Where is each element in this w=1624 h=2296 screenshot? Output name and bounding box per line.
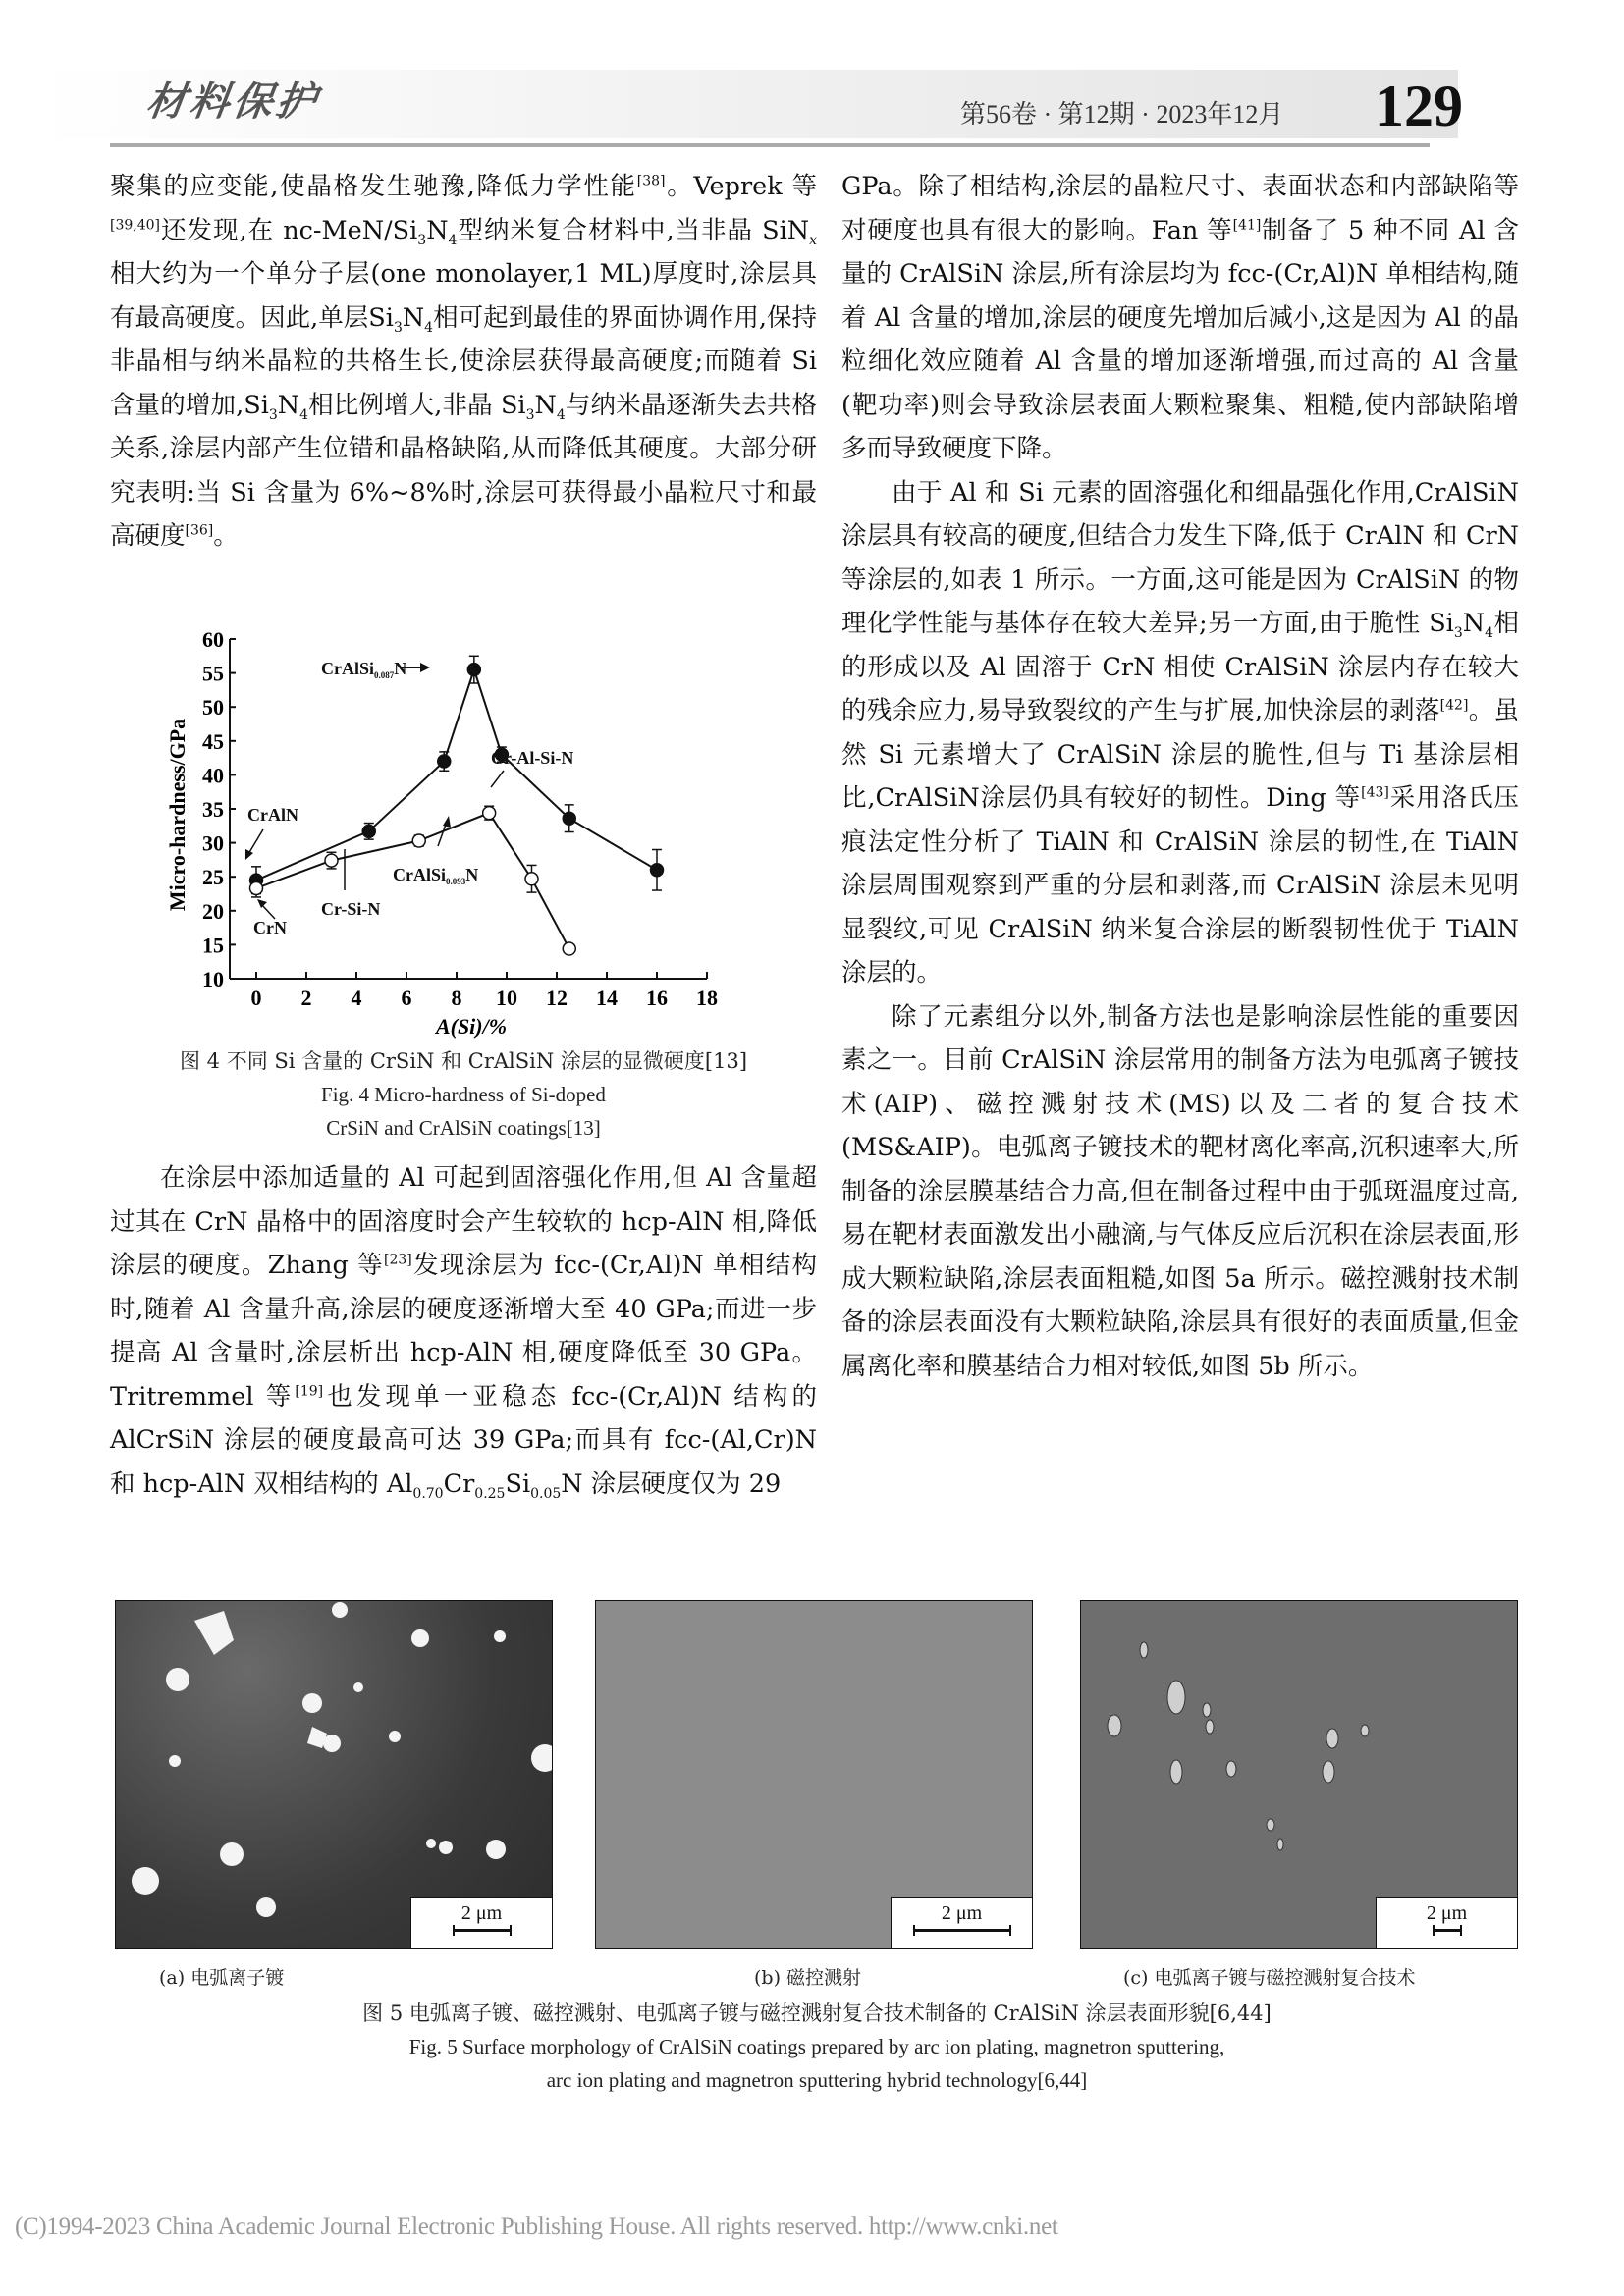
y-tick-label: 20	[202, 898, 224, 924]
data-point	[563, 942, 575, 955]
series-line	[256, 669, 657, 881]
y-tick-label: 60	[202, 628, 224, 652]
right-column	[841, 165, 1519, 1388]
y-tick-label: 10	[202, 967, 224, 991]
figure4-caption-cn: 图 4 不同 Si 含量的 CrSiN 和 CrAlSiN 涂层的显微硬度[13]	[179, 1049, 748, 1073]
x-axis-label: A(Si)/%	[435, 1014, 508, 1039]
x-tick-label: 6	[401, 986, 412, 1010]
data-point	[438, 755, 451, 768]
particles	[116, 1601, 552, 1948]
data-point	[412, 834, 425, 847]
sem-image-a	[115, 1600, 553, 1949]
particles	[1081, 1601, 1517, 1948]
data-point	[362, 825, 375, 837]
data-point	[250, 881, 263, 894]
x-axis-ticks	[251, 972, 719, 1010]
y-tick-label: 30	[202, 830, 224, 856]
data-point	[467, 664, 480, 676]
series-group	[250, 656, 664, 955]
scale-bar-c: 2 μm	[1376, 1897, 1517, 1948]
annotation-crn: CrN	[253, 918, 287, 937]
figure5-caption-en-1: Fig. 5 Surface morphology of CrAlSiN coatings prepared by arc ion plating, magnetron sputtering,	[408, 2035, 1225, 2058]
figure4-caption	[110, 1044, 817, 1145]
left-column-bottom	[110, 1156, 817, 1506]
x-tick-label: 0	[250, 986, 262, 1010]
data-point	[525, 873, 538, 885]
journal-logo: 材料保护	[143, 79, 323, 125]
sem-image-c	[1080, 1600, 1518, 1949]
figure5-panel-c-label: (c) 电弧离子镀与磁控溅射复合技术	[1123, 1967, 1416, 1989]
left-column-top	[110, 165, 817, 559]
paragraph: 在涂层中添加适量的 Al 可起到固溶强化作用,但 Al 含量超过其在 CrN 晶格中的固溶度时会产生较软的 hcp-AlN 相,降低涂层的硬度。Zhang 等[23]发现涂层为 fcc-(Cr,Al)N 单相结构时,随着 Al 含量升高,涂层的硬度逐渐增大至 40 GPa;而进一步提高 Al 含量时,涂层析出 hcp-AlN 相,硬度降低至 30 GPa。Tritremmel 等[19]也发现单一亚稳态 fcc-(Cr,Al)N 结构的 AlCrSiN 涂层的硬度最高可达 39 GPa;而具有 fcc-(Al,Cr)N 和 hcp-AlN 双相结构的 $Al_{0.70}Cr_{0.25}Si_{0.05}N$ 涂层硬度仅为 29	[110, 1163, 817, 1502]
copyright-footer: (C)1994-2023 China Academic Journal Electronic Publishing House. All rights reserved. http://www.cnki.net	[15, 2214, 1058, 2240]
x-tick-label: 16	[646, 986, 668, 1010]
y-tick-label: 45	[202, 728, 224, 754]
data-point	[325, 854, 338, 867]
annotation-cr-al-si-n: Cr-Al-Si-N	[491, 748, 574, 768]
figure5-caption-cn: 图 5 电弧离子镀、磁控溅射、电弧离子镀与磁控溅射复合技术制备的 CrAlSiN 涂层表面形貌[6,44]	[362, 2002, 1272, 2025]
y-axis-label: Micro-hardness/GPa	[165, 718, 189, 912]
annotation-cralsi0087n: CrAlSi$_{0.087}$N	[321, 659, 407, 680]
data-point	[563, 812, 575, 825]
annotation-cralsi0093n: CrAlSi$_{0.093}$N	[393, 865, 479, 886]
figure5-caption	[110, 1997, 1524, 2097]
y-tick-label: 15	[202, 933, 224, 958]
annotations	[245, 659, 573, 937]
paragraph: GPa。除了相结构,涂层的晶粒尺寸、表面状态和内部缺陷等对硬度也具有很大的影响。Fan 等[41]制备了 5 种不同 Al 含量的 CrAlSiN 涂层,所有涂层均为 fcc-(Cr,Al)N 单相结构,随着 Al 含量的增加,涂层的硬度先增加后减小,这是因为 Al 的晶粒细化效应随着 Al 含量的增加逐渐增强,而过高的 Al 含量(靶功率)则会导致涂层表面大颗粒聚集、粗糙,使内部缺陷增多而导致硬度下降。	[841, 172, 1520, 463]
annotation-cr-si-n: Cr-Si-N	[321, 899, 381, 919]
x-tick-label: 18	[696, 986, 718, 1010]
y-tick-label: 25	[202, 865, 224, 890]
issue-info: 第56卷 · 第12期 · 2023年12月	[960, 100, 1284, 129]
scale-bar-a: 2 μm	[410, 1897, 552, 1948]
paragraph: 由于 Al 和 Si 元素的固溶强化和细晶强化作用,CrAlSiN 涂层具有较高的硬度,但结合力发生下降,低于 CrAlN 和 CrN 等涂层的,如表 1 所示。一方面,这可能是因为 CrAlSiN 的物理化学性能与基体存在较大差异;另一方面,由于脆性 $Si_3N_4$相的形成以及 Al 固溶于 CrN 相使 CrAlSiN 涂层内存在较大的残余应力,易导致裂纹的产生与扩展,加快涂层的剥落[42]。虽然 Si 元素增大了 CrAlSiN 涂层的脆性,但与 Ti 基涂层相比,CrAlSiN涂层仍具有较好的韧性。Ding 等[43]采用洛氏压痕法定性分析了 TiAlN 和 CrAlSiN 涂层的韧性,在 TiAlN 涂层周围观察到严重的分层和剥落,而 CrAlSiN 涂层未见明显裂纹,可见 CrAlSiN 纳米复合涂层的断裂韧性优于 TiAlN 涂层的。	[841, 477, 1519, 988]
x-tick-label: 14	[596, 986, 618, 1010]
scale-bar-b: 2 μm	[891, 1897, 1032, 1948]
paragraph: 聚集的应变能,使晶格发生驰豫,降低力学性能[38]。Veprek 等[39,40]还发现,在 $nc-MeN/Si_3N_4$型纳米复合材料中,当非晶 SiN$_x$相大约为一个单分子层(one monolayer,1 ML)厚度时,涂层具有最高硬度。因此,单层$Si_3N_4$相可起到最佳的界面协调作用,保持非晶相与纳米晶粒的共格生长,使涂层获得最高硬度;而随着 Si 含量的增加$,Si_3N_4$相比例增大,非晶 $Si_3N_4$与纳米晶逐渐失去共格关系,涂层内部产生位错和晶格缺陷,从而降低其硬度。大部分研究表明:当 Si 含量为 6%~8%时,涂层可获得最小晶粒尺寸和最高硬度[36]。	[110, 172, 817, 551]
x-tick-label: 8	[451, 986, 462, 1010]
y-tick-label: 55	[202, 661, 224, 686]
header-rule	[110, 143, 1430, 147]
x-tick-label: 10	[496, 986, 517, 1010]
y-tick-label: 50	[202, 695, 224, 721]
y-tick-label: 40	[202, 763, 224, 788]
paragraph: 除了元素组分以外,制备方法也是影响涂层性能的重要因素之一。目前 CrAlSiN 涂层常用的制备方法为电弧离子镀技术(AIP)、磁控溅射技术(MS)以及二者的复合技术(MS&AIP)。电弧离子镀技术的靶材离化率高,沉积速率大,所制备的涂层膜基结合力高,但在制备过程中由于弧斑温度过高,易在靶材表面激发出小融滴,与气体反应后沉积在涂层表面,形成大颗粒缺陷,涂层表面粗糙,如图 5a 所示。磁控溅射技术制备的涂层表面没有大颗粒缺陷,涂层具有很好的表面质量,但金属离化率和膜基结合力相对较低,如图 5b 所示。	[841, 1001, 1519, 1381]
y-tick-label: 35	[202, 797, 224, 822]
data-point	[483, 807, 496, 820]
annotation-cralN: CrAlN	[247, 805, 298, 825]
figure5-panel-b-label: (b) 磁控溅射	[754, 1967, 862, 1989]
figure5-panel-a-label: (a) 电弧离子镀	[159, 1967, 285, 1989]
figure4-caption-en-1: Fig. 4 Micro-hardness of Si-doped	[321, 1083, 606, 1106]
figure4-caption-en-2: CrSiN and CrAlSiN coatings[13]	[326, 1116, 601, 1140]
figure5-caption-en-2: arc ion plating and magnetron sputtering hybrid technology[6,44]	[546, 2068, 1088, 2092]
x-tick-label: 2	[300, 986, 312, 1010]
x-tick-label: 12	[546, 986, 568, 1010]
sem-image-b	[595, 1600, 1033, 1949]
figure4-line-chart	[157, 628, 746, 1041]
x-tick-label: 4	[351, 986, 362, 1010]
data-point	[651, 864, 664, 877]
page-number: 129	[1375, 74, 1463, 138]
